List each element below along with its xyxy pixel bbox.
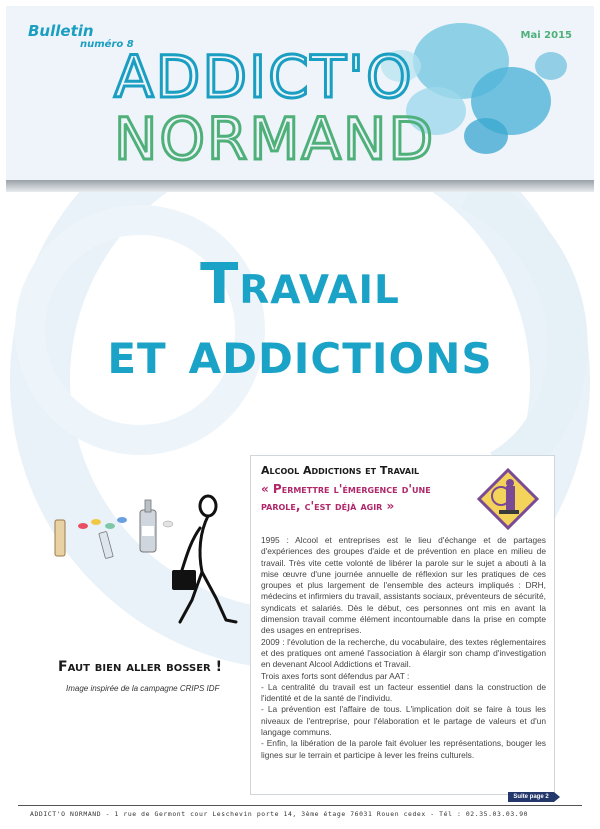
article-heading: Alcool Addictions et Travail <box>261 464 420 477</box>
header-shadow <box>6 180 594 192</box>
article-paragraph: 2009 : l'évolution de la recherche, du vocabulaire, des textes réglementaires et des pratiques ont amené l'association à élargir son champ d'investigation en devenant Alcool Addictions et Travail. <box>261 636 546 670</box>
continued-page-tag[interactable]: Suite page 2 <box>508 792 554 802</box>
issue-number: numéro 8 <box>80 39 134 50</box>
illustration-caption: Faut bien aller bosser ! <box>58 659 222 675</box>
bulletin-label: Bulletin <box>28 22 94 40</box>
article-paragraph: 1995 : Alcool et entreprises est le lieu d'échange et de partages d'expériences des groupes d'aide et de prévention en place en milieu de travail. Très vite cette volonté de libérer la parole sur le sujet a abouti à la mise œuvre d'une journée annuelle de réflexion sur les pratiques de ces groupes et plus largement de l'ensemble des acteurs impliqués : DRH, médecins et infirmiers du travail, assistants sociaux, préventeurs de sécurité, syndicats et salariés. Dès le début, ces personnes ont mis en avant la dimension travail comme élément incontournable dans la prise en compte des usages en entreprises. <box>261 535 546 636</box>
cigarette-icon <box>55 520 65 556</box>
article-box <box>250 455 555 795</box>
issue-date: Mai 2015 <box>520 30 572 41</box>
footer-divider <box>18 805 582 806</box>
article-bullet: - La centralité du travail est un facteur essentiel dans la construction de l'identité et de la santé de l'individu. <box>261 681 546 704</box>
continued-arrow-icon <box>554 792 560 802</box>
bottle-icon <box>140 500 156 552</box>
workplace-sign-icon <box>475 466 541 532</box>
header-banner <box>6 6 594 189</box>
article-paragraph: Trois axes forts sont défendus par AAT : <box>261 670 410 681</box>
article-body <box>261 535 546 761</box>
article-bullet: - La prévention est l'affaire de tous. L'implication doit se faire à tous les niveaux de l'entreprise, pour l'élaboration et le partage de valeurs et d'un langage communs. <box>261 704 546 738</box>
brand-name-top: ADDICT'O <box>114 43 414 111</box>
briefcase-icon <box>172 570 196 590</box>
syringe-icon <box>99 531 113 558</box>
pills-icon <box>78 517 173 529</box>
page-title-line-1: Travail <box>200 252 400 317</box>
walking-man-icon <box>180 496 236 622</box>
article-subtitle: « Permettre l'émergence d'une parole, c'est déjà agir » <box>261 482 431 513</box>
commuter-illustration <box>50 492 250 642</box>
illustration-credit: Image inspirée de la campagne CRIPS IDF <box>66 684 220 693</box>
brand-name-bottom: NORMAND <box>114 105 436 173</box>
article-bullet: - Enfin, la libération de la parole fait évoluer les représentations, bouger les lignes sur le terrain et participe à lever les freins culturels. <box>261 738 546 760</box>
footer-address: ADDICT'O NORMAND - 1 rue de Germont cour Leschevin porte 14, 3ème étage 76031 Rouen cedex - Tél : 02.35.03.03.90 <box>30 810 529 818</box>
page-title-line-2: et addictions <box>107 318 493 388</box>
